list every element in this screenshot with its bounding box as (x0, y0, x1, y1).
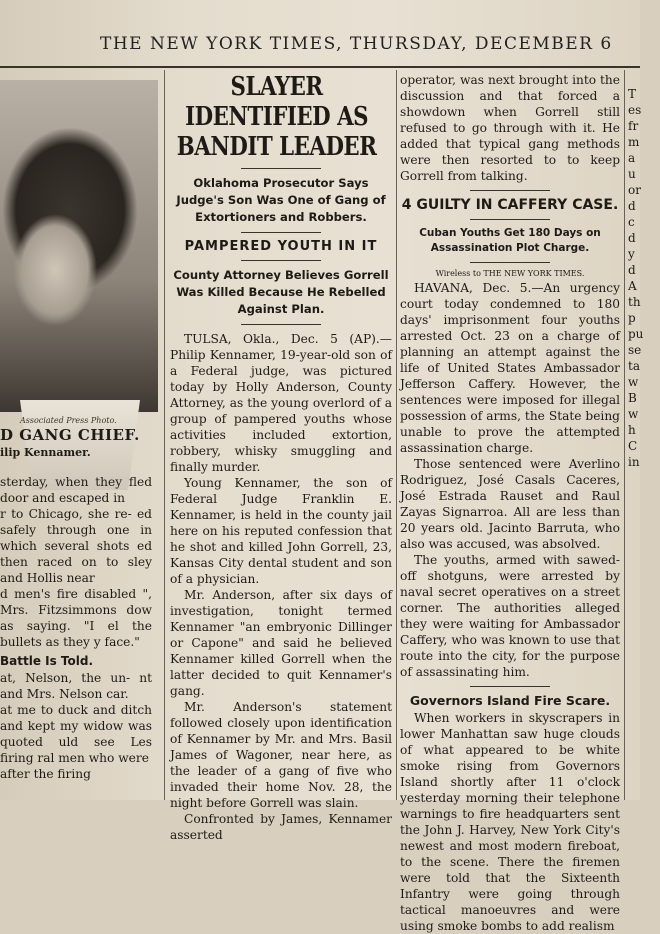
left-paragraph: at me to duck and ditch and kept my widow was quoted uld see Les firing ral men who were (0, 703, 152, 765)
right-column (400, 72, 620, 933)
continued-paragraph: operator, was next brought into the discussion and that forced a showdown when Gorrell still refused to go through with it. He added that typical gang methods were then resorted to to keep Gorrell from talking. (400, 73, 620, 183)
text-fragment: fr (628, 119, 639, 133)
far-right-column (628, 86, 644, 800)
text-fragment: in (628, 455, 640, 469)
text-fragment: w (628, 407, 639, 421)
text-fragment: es (628, 103, 642, 117)
deck-1: Oklahoma Prosecutor Says Judge's Son Was One of Gang of Extortioners and Robbers. (176, 176, 386, 224)
fire-crosshead: Governors Island Fire Scare. (409, 693, 611, 708)
text-fragment: w (628, 375, 639, 389)
left-paragraph: at, Nelson, the un- nt and Mrs. Nelson car. (0, 671, 152, 701)
caffery-deck: Cuban Youths Get 180 Days on Assassination Plot Charge. (419, 227, 601, 254)
caffery-paragraph: The youths, armed with sawed-off shotguns, were arrested by naval secret operatives on a street corner. The authorities alleged they were waiting for Ambassador Caffery, who was known to use that route into the city, for the purpose of assassinating him. (400, 553, 620, 679)
text-fragment: h (628, 423, 636, 437)
caffery-paragraph: Those sentenced were Averlino Rodriguez, José Casals Caceres, José Estrada Rauset and Raul Zayas Signarroa. All are less than 20 years old. Jacinto Barruta, who also was accused, was absolved. (400, 457, 620, 551)
left-paragraph: after the firing (0, 767, 91, 781)
subhead: PAMPERED YOUTH IN IT (184, 239, 378, 254)
deck-rule (241, 232, 321, 233)
story-paragraph: Mr. Anderson, after six days of investigation, tonight termed Kennamer "an embryonic Dillinger or Capone" and said he believed Kennamer killed Gorrell when the latter decided to quit Kennamer's gang. (170, 588, 392, 698)
caffery-paragraph: HAVANA, Dec. 5.—An urgency court today condemned to 180 days' imprisonment four youths arrested Oct. 23 on a charge of planning an attempt against the life of United States Ambassador Jefferson Caffery. However, the sentences were imposed for illegal possession of arms, the State being unable to prove the attempted assassination charge. (400, 281, 620, 455)
text-fragment: ta (628, 359, 640, 373)
photo-caption-name: ilip Kennamer. (0, 446, 91, 459)
text-fragment: th (628, 295, 641, 309)
photo-credit: Associated Press Photo. (20, 416, 117, 425)
left-paragraph: d men's fire disabled ", Mrs. Fitzsimmons dow as saying. "I el the bullets as they y face." (0, 587, 152, 649)
left-paragraph: r to Chicago, she re- ed safely through one in which several shots ed then raced on to sley and Hollis near (0, 507, 152, 585)
fragment-list (628, 86, 644, 470)
portrait-photo (0, 80, 158, 412)
story-paragraph: Young Kennamer, the son of Federal Judge Franklin E. Kennamer, is held in the county jail here on his reputed confession that he shot and killed John Gorrell, 23, Kansas City dental student and son of a physician. (170, 476, 392, 586)
text-fragment: T (628, 87, 637, 101)
text-fragment: or (628, 183, 641, 197)
text-fragment: m (628, 135, 640, 149)
column-rule-2 (396, 70, 397, 800)
text-fragment: d (628, 263, 636, 277)
headline-rule (241, 168, 321, 169)
deck-2: County Attorney Believes Gorrell Was Killed Because He Rebelled Against Plan. (173, 268, 389, 316)
text-fragment: se (628, 343, 642, 357)
photo-caption-title: D GANG CHIEF. (0, 426, 140, 444)
caffery-rule (470, 219, 550, 220)
text-fragment: c (628, 215, 635, 229)
text-fragment: u (628, 167, 636, 181)
left-story (0, 474, 152, 782)
subhead-rule (241, 260, 321, 261)
masthead: THE NEW YORK TIMES, THURSDAY, DECEMBER 6 (100, 34, 613, 54)
story-paragraph: Mr. Anderson's statement followed closely upon identification of Kennamer by Mr. and Mrs. Basil James of Wagoner, near here, as the leader of a gang of five who invaded their home Nov. 28, the night before Gorrell was slain. (170, 700, 392, 810)
main-headline: SLAYER IDENTIFIED AS BANDIT LEADER (176, 72, 377, 162)
caffery-headline: 4 GUILTY IN CAFFERY CASE. (401, 197, 619, 213)
text-fragment: d (628, 231, 636, 245)
text-fragment: pu (628, 327, 644, 341)
left-crosshead: Battle Is Told. (0, 654, 94, 668)
text-fragment: C (628, 439, 638, 453)
story-paragraph: TULSA, Okla., Dec. 5 (AP).—Philip Kennamer, 19-year-old son of a Federal judge, was pictured today by Holly Anderson, County Attorney, as the young overlord of a group of pampered youths whose activities included extortion, robbery, whisky smuggling and finally murder. (170, 332, 392, 474)
center-column (170, 72, 392, 842)
text-fragment: A (628, 279, 637, 293)
story-paragraph: Confronted by James, Kennamer asserted (170, 812, 392, 842)
left-paragraph: sterday, when they fled door and escaped in (0, 475, 152, 505)
text-fragment: a (628, 151, 636, 165)
fire-rule (470, 686, 550, 687)
masthead-rule (0, 66, 640, 68)
column-rule-1 (164, 70, 165, 800)
column-rule-3 (624, 70, 625, 800)
section-rule (470, 190, 550, 191)
text-fragment: p (628, 311, 636, 325)
fire-paragraph: When workers in skyscrapers in lower Manhattan saw huge clouds of what appeared to be white smoke rising from Governors Island shortly after 11 o'clock yesterday morning their telephone warnings to fire headquarters sent the John J. Harvey, New York City's newest and most modern fireboat, to the scene. There the firemen were told that the Sixteenth Infantry were going through tactical manoeuvres and were using smoke bombs to add realism (400, 711, 620, 933)
deck-rule-2 (241, 324, 321, 325)
text-fragment: d (628, 199, 636, 213)
caffery-deck-rule (470, 262, 550, 263)
wireless-credit: Wireless to THE NEW YORK TIMES. (435, 269, 585, 278)
text-fragment: B (628, 391, 637, 405)
text-fragment: y (628, 247, 635, 261)
left-column (0, 70, 160, 800)
